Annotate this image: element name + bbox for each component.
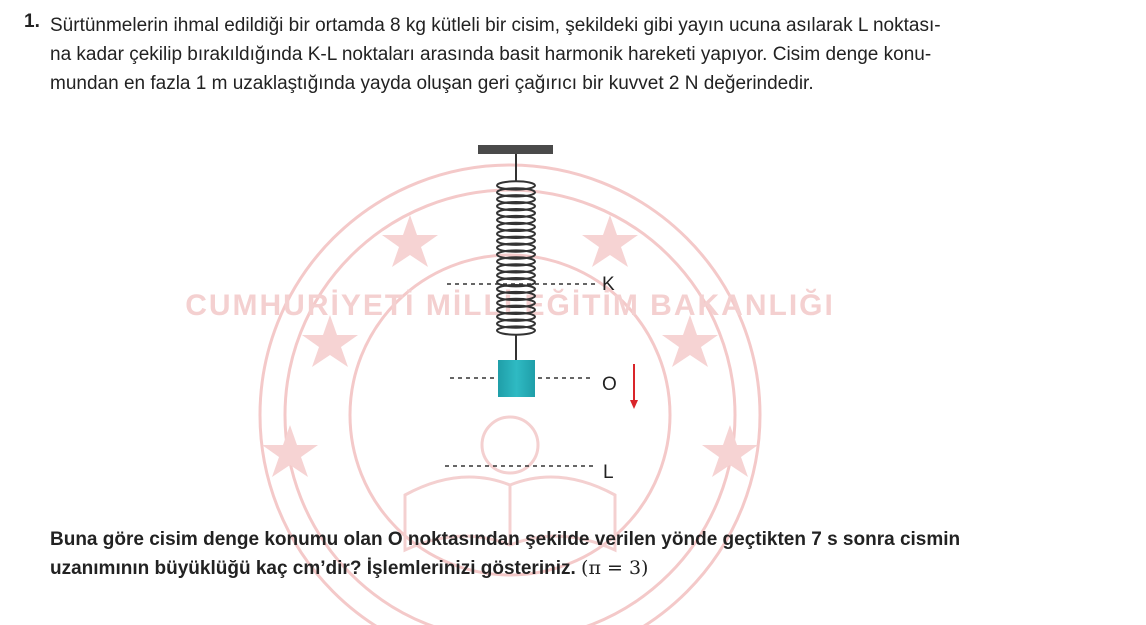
pi-formula: (π = 3) — [581, 557, 649, 579]
prompt-line-2-wrap — [50, 554, 960, 583]
direction-arrow-icon — [630, 364, 638, 409]
question-line-3: mundan en fazla 1 m uzaklaştığında yayda oluşan geri çağırıcı bir kuvvet 2 N değerindedir. — [50, 73, 814, 94]
spring-coils — [497, 181, 535, 334]
prompt-line-2: uzanımının büyüklüğü kaç cm’dir? İşlemlerinizi gösteriniz. — [50, 558, 576, 579]
question-line-1: Sürtünmelerin ihmal edildiği bir ortamda 8 kg kütleli bir cisim, şekildeki gibi yayın ucuna asılarak L noktası- — [50, 15, 941, 36]
label-k: K — [602, 274, 615, 295]
ceiling-bar — [478, 145, 553, 154]
question-number: 1. — [24, 11, 40, 32]
question-line-2: na kadar çekilip bırakıldığında K-L noktaları arasında basit harmonik hareketi yapıyor. Cisim denge konu- — [50, 44, 932, 65]
watermark-text: CUMHURİYETİ MİLLİ EĞİTİM BAKANLIĞI — [185, 289, 835, 322]
prompt-line-1: Buna göre cisim denge konumu olan O noktasından şekilde verilen yönde geçtikten 7 s sonra cismin — [50, 529, 961, 550]
label-l: L — [603, 462, 614, 483]
mass-block — [498, 360, 535, 397]
label-o: O — [602, 374, 617, 395]
question-prompt — [50, 525, 960, 583]
